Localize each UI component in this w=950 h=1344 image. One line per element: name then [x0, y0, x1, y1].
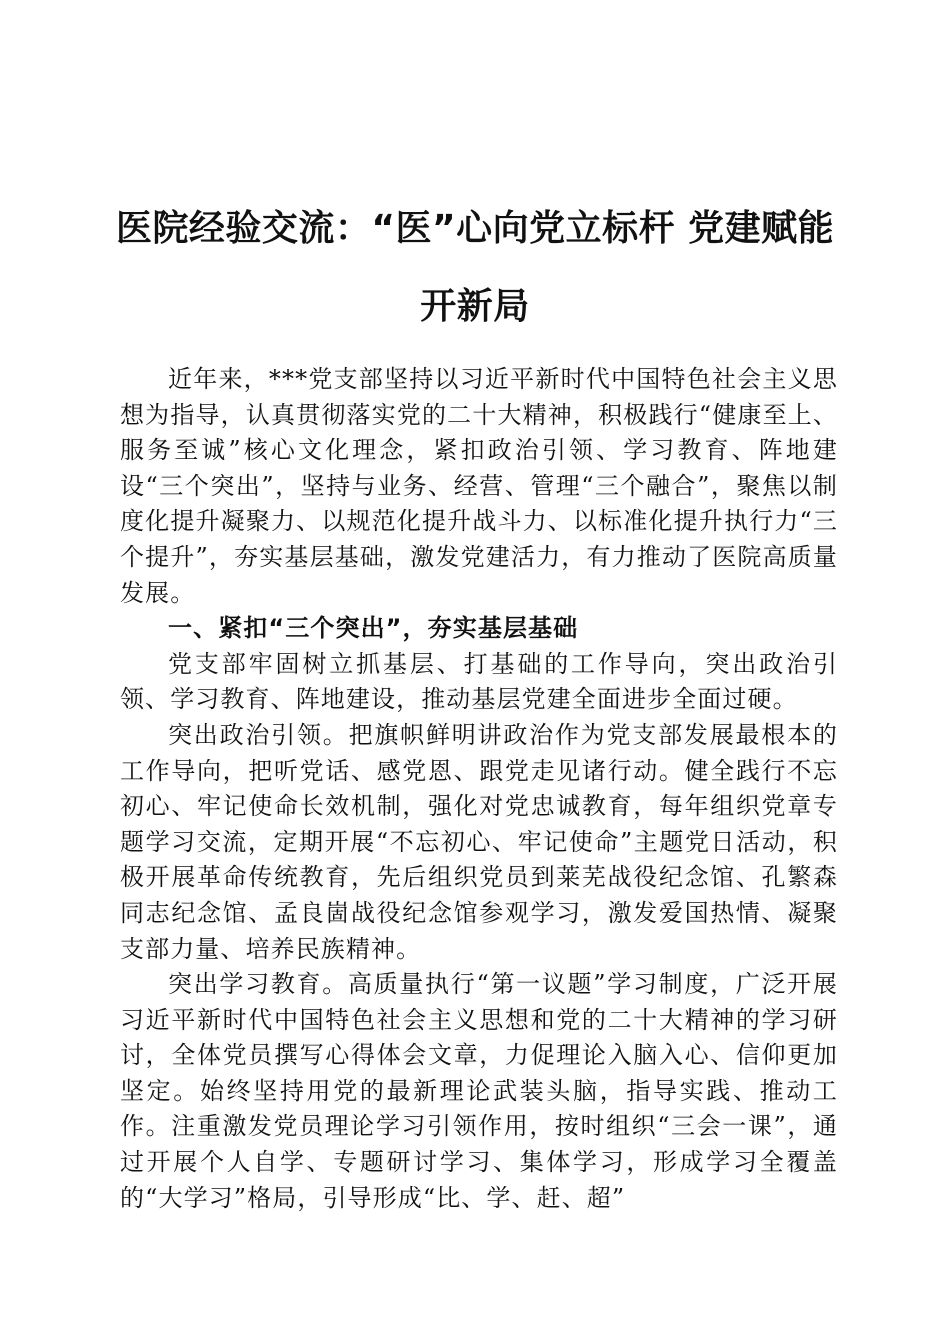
intro-paragraph: 近年来，***党支部坚持以习近平新时代中国特色社会主义思想为指导，认真贯彻落实党的二十大精神，积极践行“健康至上、服务至诚”核心文化理念，紧扣政治引领、学习教育、阵地建设“三个突出”，坚持与业务、经营、管理“三个融合”，聚焦以制度化提升凝聚力、以规范化提升战斗力、以标准化提升执行力“三个提升”，夯实基层基础，激发党建活力，有力推动了医院高质量发展。 [120, 365, 838, 607]
document-title: 医院经验交流：“医”心向党立标杆 党建赋能开新局 [115, 208, 835, 328]
political-guidance-paragraph: 突出政治引领。把旗帜鲜明讲政治作为党支部发展最根本的工作导向，把听党话、感党恩、跟党走见诸行动。健全践行不忘初心、牢记使命长效机制，强化对党忠诚教育，每年组织党章专题学习交流，定期开展“不忘初心、牢记使命”主题党日活动，积极开展革命传统教育，先后组织党员到莱芜战役纪念馆、孔繁森同志纪念馆、孟良崮战役纪念馆参观学习，激发爱国热情、凝聚支部力量、培养民族精神。 [120, 720, 838, 963]
study-education-paragraph: 突出学习教育。高质量执行“第一议题”学习制度，广泛开展习近平新时代中国特色社会主义思想和党的二十大精神的学习研讨，全体党员撰写心得体会文章，力促理论入脑入心、信仰更加坚定。始终坚持用党的最新理论武装头脑，指导实践、推动工作。注重激发党员理论学习引领作用，按时组织“三会一课”，通过开展个人自学、专题研讨学习、集体学习，形成学习全覆盖的“大学习”格局，引导形成“比、学、赶、超” [120, 970, 838, 1212]
section1-intro-paragraph: 党支部牢固树立抓基层、打基础的工作导向，突出政治引领、学习教育、阵地建设，推动基层党建全面进步全面过硬。 [120, 649, 838, 714]
document-body [120, 362, 838, 1216]
section-heading-1: 一、紧扣“三个突出”，夯实基层基础 [168, 614, 579, 643]
